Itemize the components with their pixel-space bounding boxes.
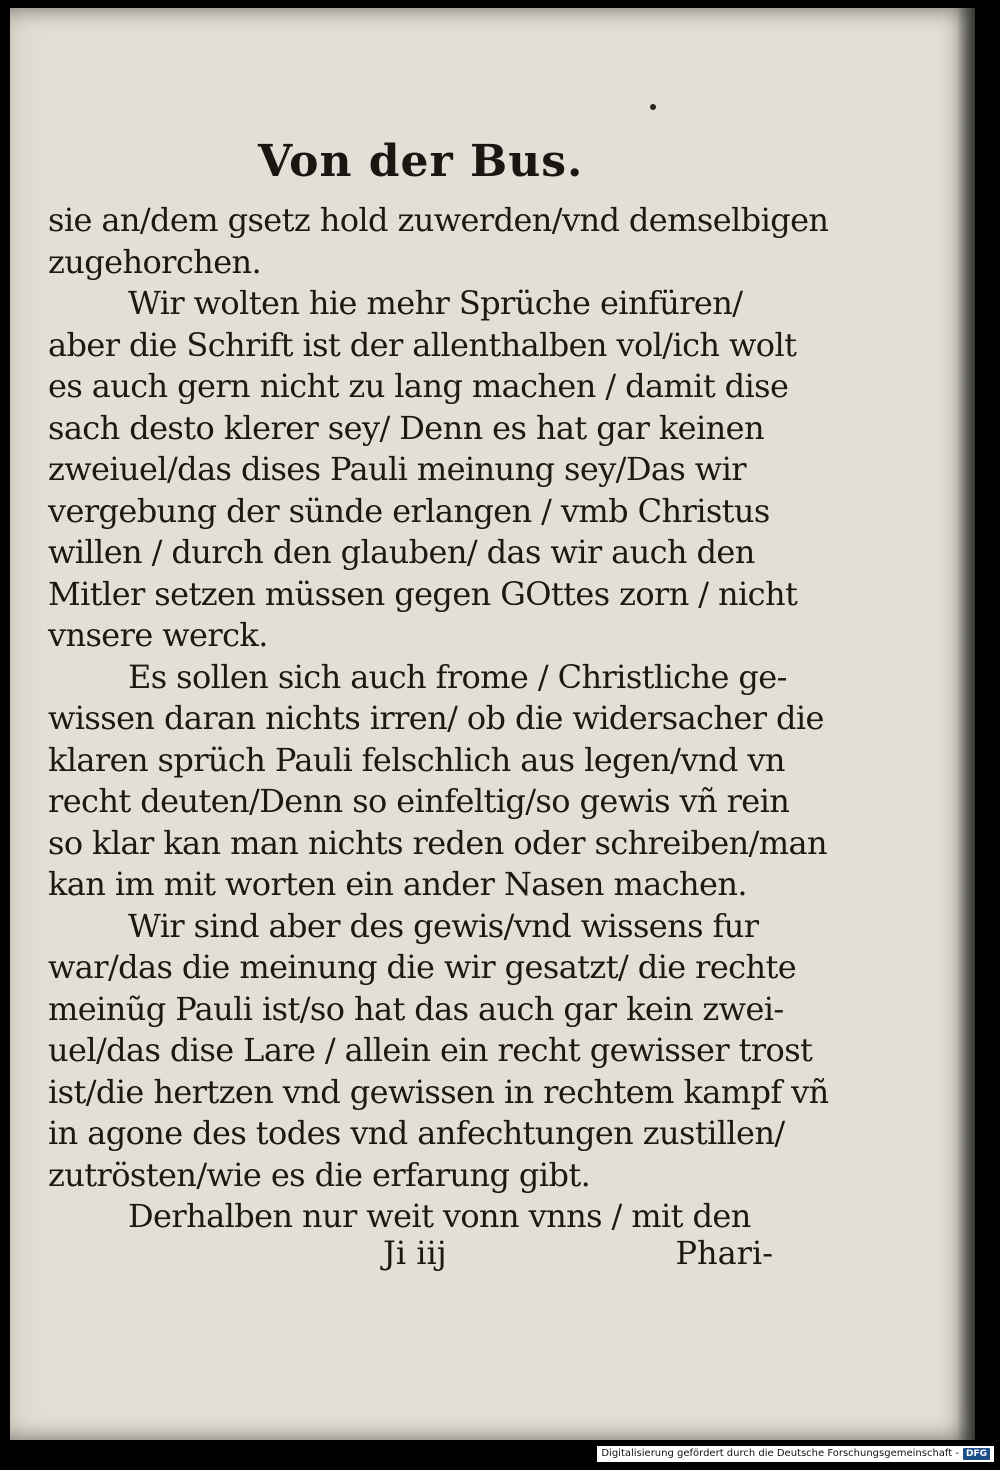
- book-page: [10, 8, 975, 1440]
- text-line: sie an/dem gsetz hold zuwerden/vnd demselbigen: [48, 201, 829, 239]
- digitization-credit: [597, 1446, 994, 1462]
- text-line: so klar kan man nichts reden oder schreiben/man: [48, 823, 827, 862]
- page-shadow-edge: [957, 8, 975, 1440]
- text-line: zugehorchen.: [48, 242, 262, 281]
- catchword: Phari-: [675, 1234, 773, 1272]
- credit-text: Digitalisierung gefördert durch die Deutsche Forschungsgemeinschaft -: [601, 1448, 959, 1459]
- text-line: klaren sprüch Pauli felschlich aus legen/vnd vn: [48, 740, 785, 779]
- text-line: Mitler setzen müssen gegen GOttes zorn / nicht: [48, 574, 798, 613]
- body-text: [48, 200, 829, 1238]
- text-line: aber die Schrift ist der allenthalben vol/ich wolt: [48, 325, 797, 364]
- text-line: ist/die hertzen vnd gewissen in rechtem kampf vñ: [48, 1072, 829, 1111]
- text-line: uel/das dise Lare / allein ein recht gewisser trost: [48, 1031, 813, 1069]
- text-line: recht deuten/Denn so einfeltig/so gewis vñ rein: [48, 782, 790, 820]
- page-foot: [383, 1234, 773, 1276]
- running-header: Von der Bus.: [258, 136, 584, 187]
- text-line: Wir sind aber des gewis/vnd wissens fur: [128, 906, 759, 945]
- text-line: wissen daran nichts irren/ ob die widersacher die: [48, 699, 824, 737]
- text-line: Wir wolten hie mehr Sprüche einfüren/: [128, 284, 743, 322]
- text-line: in agone des todes vnd anfechtungen zustillen/: [48, 1114, 785, 1152]
- text-line: es auch gern nicht zu lang machen / damit dise: [48, 367, 789, 405]
- dfg-logo: DFG: [963, 1448, 990, 1460]
- text-line: Derhalben nur weit vonn vnns / mit den: [128, 1197, 751, 1235]
- text-line: willen / durch den glauben/ das wir auch den: [48, 533, 755, 571]
- text-line: Es sollen sich auch frome / Christliche ge-: [128, 657, 787, 696]
- text-line: sach desto klerer sey/ Denn es hat gar keinen: [48, 408, 764, 447]
- text-line: kan im mit worten ein ander Nasen machen.: [48, 865, 747, 903]
- text-line: vnsere werck.: [48, 616, 268, 654]
- text-line: zweiuel/das dises Pauli meinung sey/Das wir: [48, 450, 746, 488]
- ink-dot: [650, 104, 656, 110]
- text-line: vergebung der sünde erlangen / vmb Christus: [48, 491, 770, 530]
- signature-mark: Ji iij: [383, 1234, 447, 1272]
- text-line: zutrösten/wie es die erfarung gibt.: [48, 1155, 591, 1194]
- text-line: war/das die meinung die wir gesatzt/ die rechte: [48, 948, 797, 986]
- text-line: meinũg Pauli ist/so hat das auch gar kein zwei-: [48, 989, 784, 1028]
